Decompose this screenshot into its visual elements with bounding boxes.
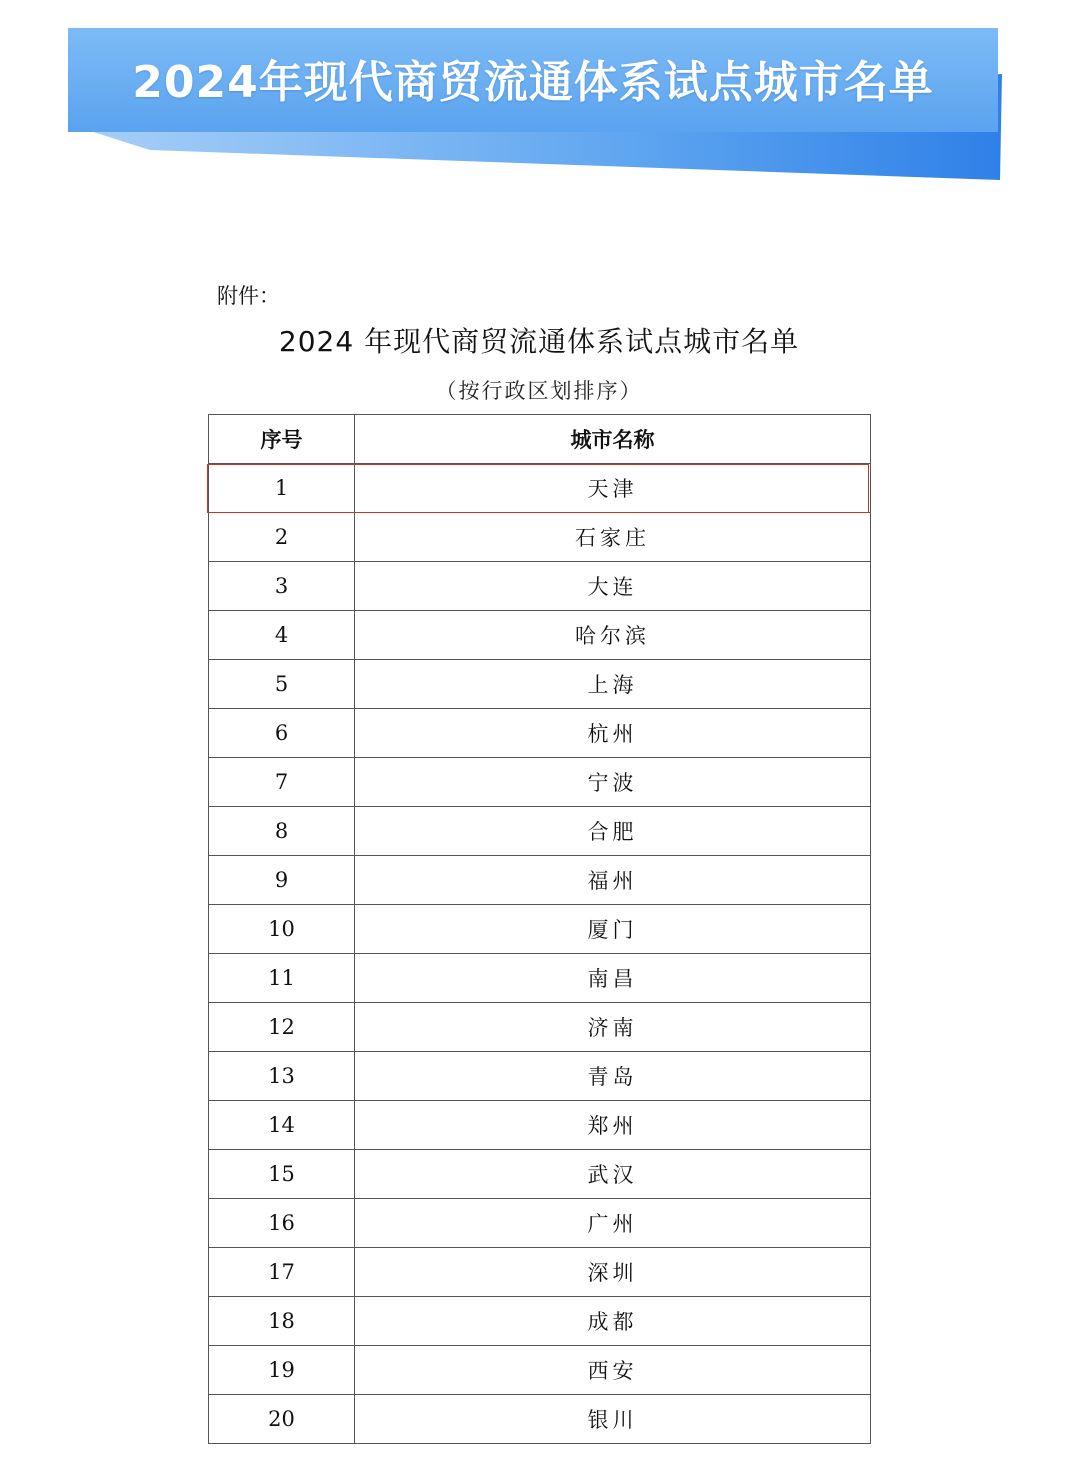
document-subtitle: （按行政区划排序） xyxy=(435,379,643,403)
row-city-name: 银川 xyxy=(355,1395,871,1444)
row-city-name: 济南 xyxy=(355,1003,871,1052)
row-seq: 8 xyxy=(209,807,355,856)
row-seq: 6 xyxy=(209,709,355,758)
row-seq: 20 xyxy=(209,1395,355,1444)
row-city-name: 青岛 xyxy=(355,1052,871,1101)
row-seq: 9 xyxy=(209,856,355,905)
banner-title: 2024年现代商贸流通体系试点城市名单 xyxy=(132,57,934,108)
row-seq: 3 xyxy=(209,562,355,611)
attachment-label: 附件： xyxy=(217,284,280,308)
table-row xyxy=(209,1150,871,1199)
row-city-name: 成都 xyxy=(355,1297,871,1346)
row-seq: 10 xyxy=(209,905,355,954)
row-city-name: 上海 xyxy=(355,660,871,709)
row-seq: 4 xyxy=(209,611,355,660)
title-banner xyxy=(0,0,1072,200)
row-seq: 12 xyxy=(209,1003,355,1052)
row-city-name: 南昌 xyxy=(355,954,871,1003)
table-row xyxy=(209,1003,871,1052)
row-seq: 17 xyxy=(209,1248,355,1297)
row-city-name: 大连 xyxy=(355,562,871,611)
row-seq: 1 xyxy=(209,464,355,513)
row-city-name: 哈尔滨 xyxy=(355,611,871,660)
row-city-name: 广州 xyxy=(355,1199,871,1248)
table-header-row xyxy=(209,415,871,464)
row-city-name: 深圳 xyxy=(355,1248,871,1297)
table-row xyxy=(209,611,871,660)
table-row xyxy=(209,807,871,856)
header-seq: 序号 xyxy=(209,415,355,464)
table-row xyxy=(209,464,871,513)
header-city-name: 城市名称 xyxy=(355,415,871,464)
table-row xyxy=(209,856,871,905)
table-row xyxy=(209,758,871,807)
table-row xyxy=(209,1101,871,1150)
row-city-name: 石家庄 xyxy=(355,513,871,562)
table-row xyxy=(209,513,871,562)
table-row xyxy=(209,1346,871,1395)
table-row xyxy=(209,1297,871,1346)
row-seq: 14 xyxy=(209,1101,355,1150)
row-seq: 7 xyxy=(209,758,355,807)
row-seq: 15 xyxy=(209,1150,355,1199)
table-row xyxy=(209,709,871,758)
row-seq: 18 xyxy=(209,1297,355,1346)
table-row xyxy=(209,660,871,709)
row-city-name: 福州 xyxy=(355,856,871,905)
row-city-name: 宁波 xyxy=(355,758,871,807)
table-row xyxy=(209,954,871,1003)
row-city-name: 厦门 xyxy=(355,905,871,954)
row-city-name: 郑州 xyxy=(355,1101,871,1150)
table-row xyxy=(209,1248,871,1297)
document-title: 2024 年现代商贸流通体系试点城市名单 xyxy=(278,325,800,358)
row-seq: 11 xyxy=(209,954,355,1003)
city-list-table xyxy=(208,414,871,1444)
row-seq: 5 xyxy=(209,660,355,709)
row-seq: 2 xyxy=(209,513,355,562)
table-row xyxy=(209,1052,871,1101)
table-row xyxy=(209,905,871,954)
row-city-name: 合肥 xyxy=(355,807,871,856)
table-row xyxy=(209,562,871,611)
row-seq: 13 xyxy=(209,1052,355,1101)
row-seq: 19 xyxy=(209,1346,355,1395)
row-city-name: 天津 xyxy=(355,464,871,513)
row-seq: 16 xyxy=(209,1199,355,1248)
table-row xyxy=(209,1395,871,1444)
row-city-name: 杭州 xyxy=(355,709,871,758)
row-city-name: 武汉 xyxy=(355,1150,871,1199)
row-city-name: 西安 xyxy=(355,1346,871,1395)
table-row xyxy=(209,1199,871,1248)
